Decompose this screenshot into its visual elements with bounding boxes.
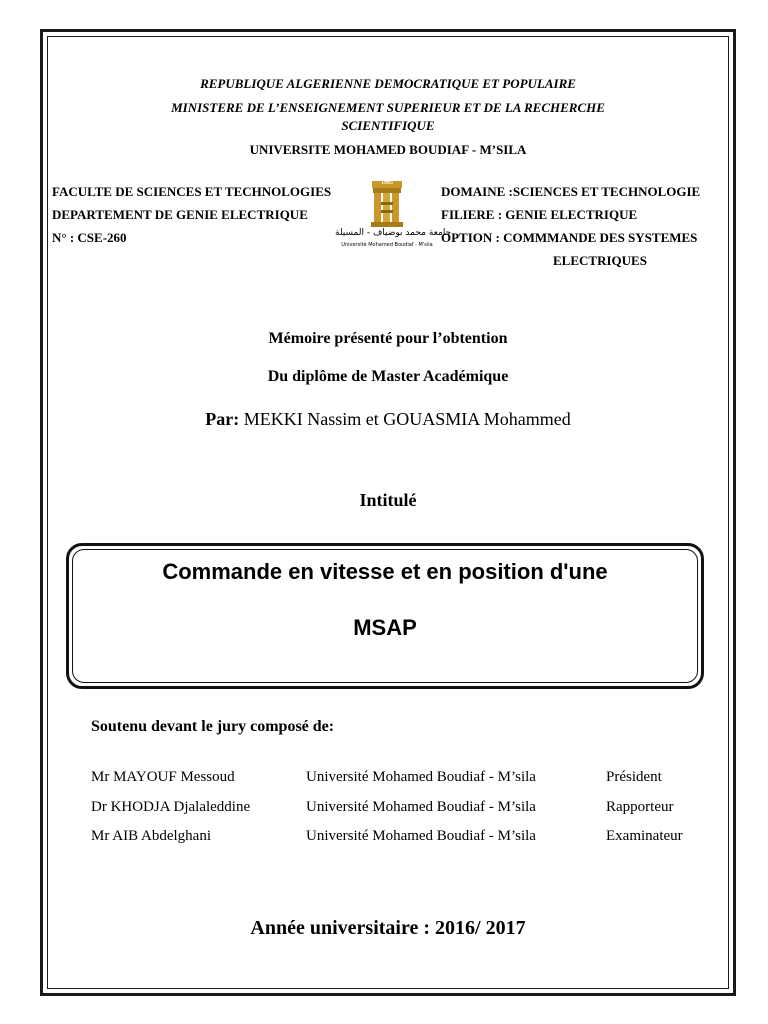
faculty-label: FACULTE DE SCIENCES ET TECHNOLOGIES [52,184,332,199]
jury-member-name: Mr MAYOUF Messoud [91,769,235,785]
title-box [66,543,704,689]
intitule-label: Intitulé [359,490,417,510]
jury-member-university: Université Mohamed Boudiaf - M’sila [306,828,536,844]
jury-member-name: Dr KHODJA Djalaleddine [91,799,251,815]
jury-heading: Soutenu devant le jury composé de: [91,718,335,735]
option-label: OPTION : COMMMANDE DES SYSTEMES [441,230,698,245]
thesis-title-line-2: MSAP [353,615,417,640]
domain-label: DOMAINE :SCIENCES ET TECHNOLOGIE [441,184,701,199]
jury-member-role: Rapporteur [606,799,674,815]
option-label-cont: ELECTRIQUES [553,253,647,268]
ministry-line: MINISTERE DE L’ENSEIGNEMENT SUPERIEUR ET DE LA RECHERCHE [171,100,605,115]
par-label: Par: [205,409,240,429]
thesis-title-line-1: Commande en vitesse et en position d'une [162,559,608,584]
department-label: DEPARTEMENT DE GENIE ELECTRIQUE [52,207,308,222]
authors-names: MEKKI Nassim et GOUASMIA Mohammed [239,409,571,429]
academic-year: Année universitaire : 2016/ 2017 [250,917,526,939]
authors-line [44,409,732,430]
logo-year: 1985 [381,180,393,186]
jury-member-name: Mr AIB Abdelghani [91,828,211,844]
page-border [40,29,736,996]
filiere-label: FILIERE : GENIE ELECTRIQUE [441,207,638,222]
ministry-line-cont: SCIENTIFIQUE [341,118,435,133]
number-label: N° : CSE-260 [52,230,127,245]
logo-latin-text: Université Mohamed Boudiaf - M'sila [341,242,433,248]
jury-member-role: Examinateur [606,828,683,844]
memoir-line-2: Du diplôme de Master Académique [267,368,509,385]
republic-line: REPUBLIQUE ALGERIENNE DEMOCRATIQUE ET POPULAIRE [200,76,576,91]
memoir-line-1: Mémoire présenté pour l’obtention [268,330,508,347]
logo-arabic-text: جامعة محمد بوضياف - المسيلة [335,228,452,238]
university-name: UNIVERSITE MOHAMED BOUDIAF - M’SILA [249,142,527,157]
jury-member-university: Université Mohamed Boudiaf - M’sila [306,799,536,815]
jury-member-role: Président [606,769,662,785]
university-logo [335,180,452,254]
page-border-inner [47,36,729,989]
jury-member-university: Université Mohamed Boudiaf - M’sila [306,769,536,785]
